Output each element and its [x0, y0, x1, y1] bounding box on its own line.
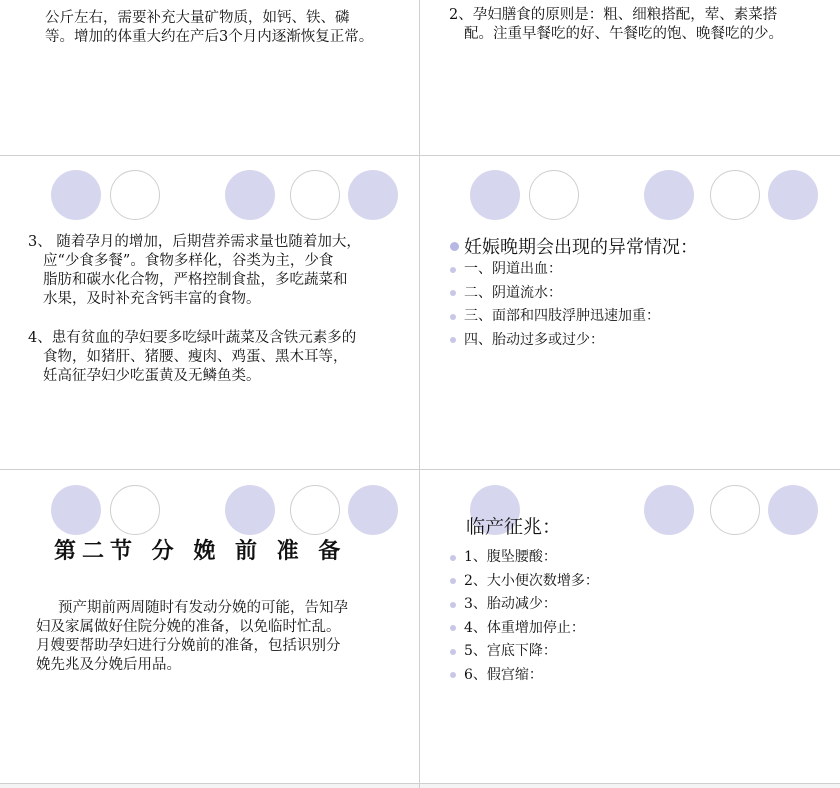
slide1-line: 等。增加的体重大约在产后3个月内逐渐恢复正常。 — [45, 29, 374, 45]
list-item-text: 3、胎动减少： — [464, 596, 557, 612]
list-item — [450, 329, 660, 353]
decor-circle — [768, 170, 818, 220]
bullet-icon — [450, 649, 456, 655]
slide2-line: 配。注重早餐吃的好、午餐吃的饱、晚餐吃的少。 — [464, 26, 783, 42]
divider-v — [419, 0, 420, 788]
decor-circle — [529, 170, 579, 220]
bullet-icon — [450, 672, 456, 678]
slide4-heading — [450, 233, 698, 259]
slide6-heading — [466, 512, 561, 539]
slide3-line: 脂肪和碳水化合物，严格控制食盐，多吃蔬菜和 — [43, 272, 348, 288]
slide5-line: 娩先兆及分娩后用品。 — [36, 657, 181, 673]
slide3-line: 3、 随着孕月的增加，后期营养需求量也随着加大， — [28, 234, 361, 250]
slide3-para-1 — [28, 233, 361, 309]
bullet-icon — [450, 267, 456, 273]
list-item — [450, 282, 660, 306]
decor-circle — [644, 170, 694, 220]
list-item-text: 5、宫底下降： — [464, 643, 557, 659]
slide5-text — [36, 599, 348, 675]
bullet-icon — [450, 242, 459, 251]
slide3-line: 水果，及时补充含钙丰富的食物。 — [43, 291, 261, 307]
list-item-text: 1、腹坠腰酸： — [464, 549, 557, 565]
list-item — [450, 640, 599, 664]
slide6-list — [450, 546, 599, 687]
list-item-text: 6、假宫缩： — [464, 666, 543, 683]
slide5-title: 第二节 分 娩 前 准 备 — [54, 538, 347, 564]
divider-h3 — [0, 783, 840, 784]
decor-circle — [290, 170, 340, 220]
slide5-line: 月嫂要帮助孕妇进行分娩前的准备，包括识别分 — [36, 638, 341, 654]
decor-circle — [110, 170, 160, 220]
slide3-para-2 — [28, 329, 356, 386]
list-item-text: 四、胎动过多或过少： — [464, 331, 604, 348]
slide4-heading-text: 妊娠晚期会出现的异常情况： — [464, 237, 698, 258]
slide6-heading-text: 临产征兆： — [466, 516, 562, 538]
list-item — [450, 570, 599, 594]
decor-circle — [644, 485, 694, 535]
slide5-line: 预产期前两周随时有发动分娩的可能，告知孕 — [58, 600, 348, 616]
list-item — [450, 546, 599, 570]
slide3-line: 4、患有贫血的孕妇要多吃绿叶蔬菜及含铁元素多的 — [28, 330, 357, 346]
decor-circle — [51, 485, 101, 535]
bullet-icon — [450, 314, 456, 320]
decor-circle — [225, 485, 275, 535]
slide4-list — [450, 258, 660, 352]
list-item — [450, 617, 599, 641]
list-item-text: 二、阴道流水： — [464, 284, 562, 301]
divider-h1 — [0, 155, 840, 156]
decor-circle — [710, 170, 760, 220]
decor-circle — [348, 485, 398, 535]
slide3-line: 食物，如猪肝、猪腰、瘦肉、鸡蛋、黑木耳等， — [43, 349, 348, 365]
bullet-icon — [450, 625, 456, 631]
decor-circle — [290, 485, 340, 535]
list-item — [450, 258, 660, 282]
list-item — [450, 593, 599, 617]
list-item-text: 一、阴道出血： — [464, 261, 562, 277]
slide1-text — [45, 9, 373, 47]
decor-circle — [710, 485, 760, 535]
bullet-icon — [450, 555, 456, 561]
slide2-text — [449, 6, 783, 44]
list-item-text: 2、大小便次数增多： — [464, 572, 599, 589]
decor-circle — [768, 485, 818, 535]
slide3-line: 妊高征孕妇少吃蛋黄及无鳞鱼类。 — [43, 368, 261, 384]
decor-circle — [110, 485, 160, 535]
bullet-icon — [450, 578, 456, 584]
list-item-text: 三、面部和四肢浮肿迅速加重： — [464, 308, 660, 324]
slide5-line: 妇及家属做好住院分娩的准备，以免临时忙乱。 — [36, 619, 341, 635]
slide2-line: 2、孕妇膳食的原则是：粗、细粮搭配，荤、素菜搭 — [449, 7, 778, 23]
bullet-icon — [450, 337, 456, 343]
decor-circle — [51, 170, 101, 220]
bullet-icon — [450, 602, 456, 608]
list-item — [450, 305, 660, 329]
divider-h2 — [0, 469, 840, 470]
bullet-icon — [450, 290, 456, 296]
decor-circle — [225, 170, 275, 220]
slide3-line: 应“少食多餐”。食物多样化，谷类为主，少食 — [43, 253, 334, 269]
list-item — [450, 664, 599, 688]
decor-circle — [348, 170, 398, 220]
list-item-text: 4、体重增加停止： — [464, 619, 585, 636]
decor-circle — [470, 170, 520, 220]
slide1-line: 公斤左右，需要补充大量矿物质，如钙、铁、磷 — [45, 10, 350, 26]
